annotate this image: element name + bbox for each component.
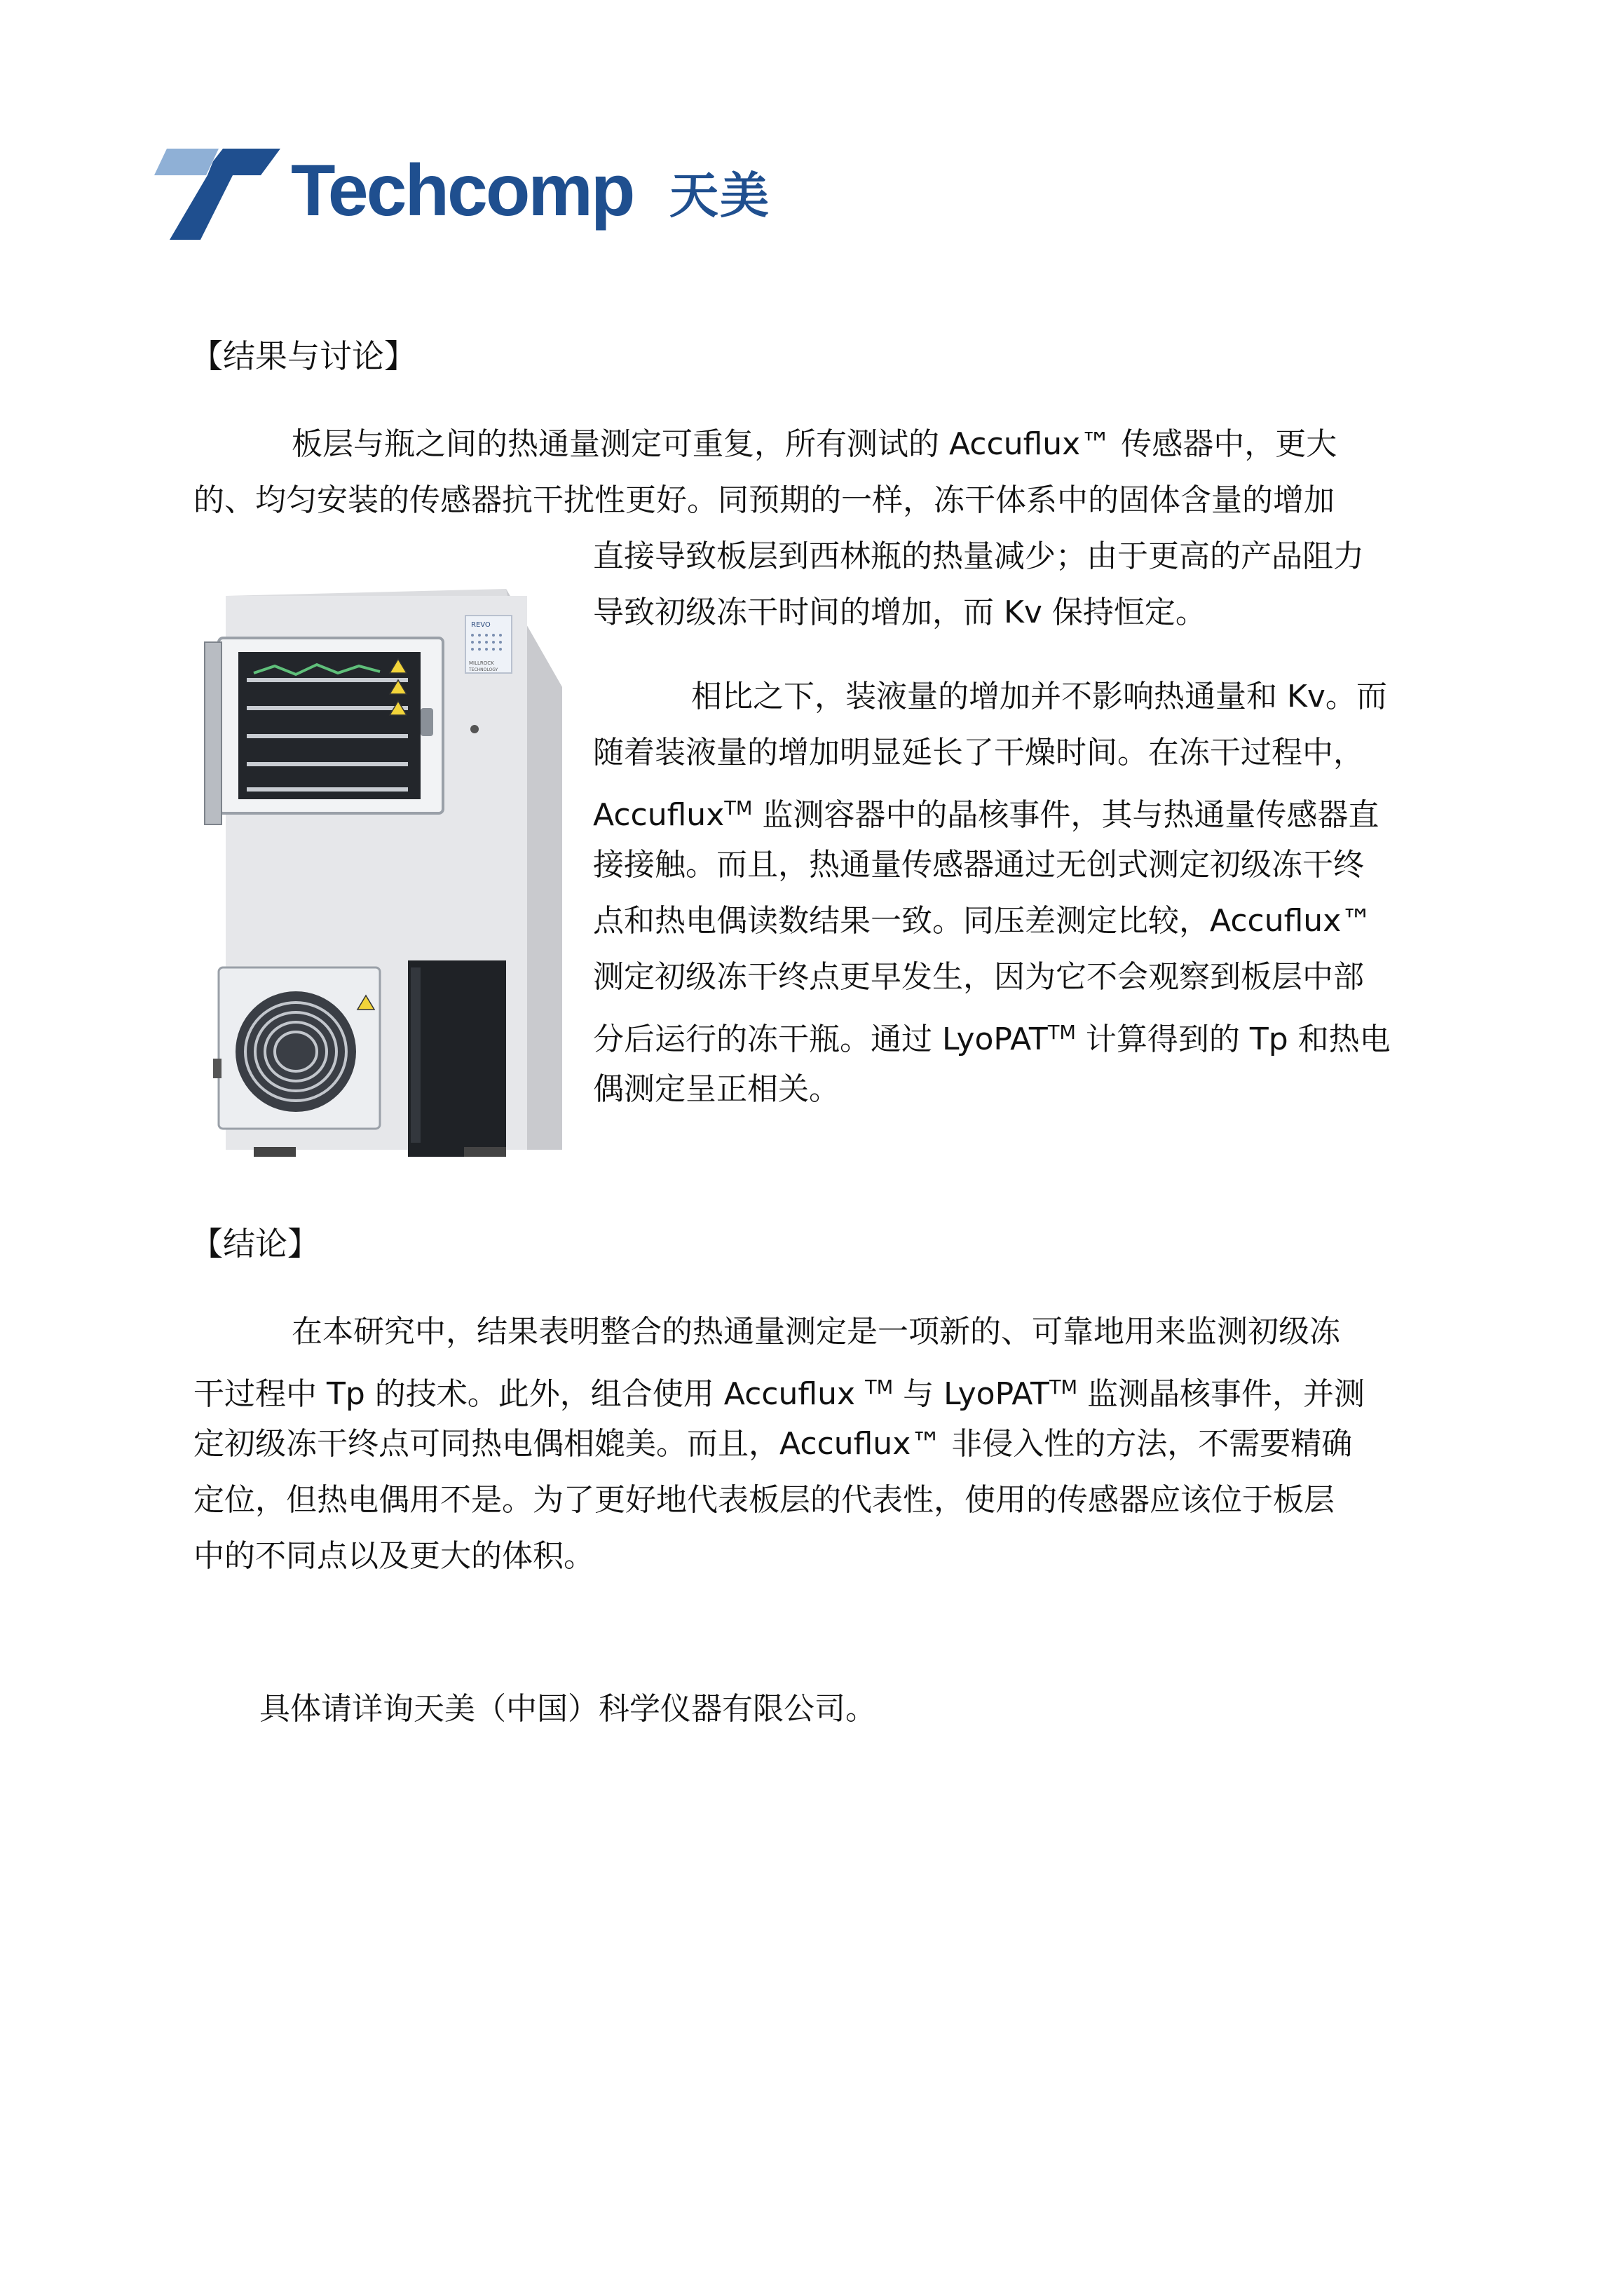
panel-label-line-1: REVO xyxy=(471,621,491,629)
para2-line-8: 偶测定呈正相关。 xyxy=(593,1071,840,1107)
section-heading-conclusion: 【结论】 xyxy=(191,1225,320,1263)
conclusion-line-3: 定初级冻干终点可同热电偶相媲美。而且，Accuflux™ 非侵入性的方法，不需要精确 xyxy=(193,1426,1353,1462)
para1-line-2: 的、均匀安装的传感器抗干扰性更好。同预期的一样，冻干体系中的固体含量的增加 xyxy=(193,482,1335,518)
para2-line-1: 相比之下，装液量的增加并不影响热通量和 Kv。而 xyxy=(691,679,1387,714)
panel-label-line-3: TECHNOLOGY xyxy=(469,667,498,672)
logo-brand-cn-text: 天美 xyxy=(669,167,770,224)
conclusion-line-2: 干过程中 Tp 的技术。此外，组合使用 Accuflux ™ 与 LyoPAT™ 监测晶核事件，并测 xyxy=(193,1376,1365,1412)
panel-label-line-2: MILLROCK xyxy=(469,660,494,666)
conclusion-line-1: 在本研究中，结果表明整合的热通量测定是一项新的、可靠地用来监测初级冻 xyxy=(292,1314,1340,1350)
para1-line-3: 直接导致板层到西林瓶的热量减少；由于更高的产品阻力 xyxy=(593,538,1364,574)
techcomp-logo xyxy=(154,149,771,243)
logo-brand-text: Techcomp xyxy=(291,150,634,231)
techcomp-logo-mark-icon xyxy=(154,149,280,240)
para2-line-5: 点和热电偶读数结果一致。同压差测定比较，Accuflux™ xyxy=(593,903,1372,939)
contact-note: 具体请详询天美（中国）科学仪器有限公司。 xyxy=(259,1691,876,1727)
para2-line-3: Accuflux™ 监测容器中的晶核事件，其与热通量传感器直 xyxy=(593,797,1379,833)
para1-line-1: 板层与瓶之间的热通量测定可重复，所有测试的 Accuflux™ 传感器中，更大 xyxy=(292,426,1337,462)
conclusion-line-5: 中的不同点以及更大的体积。 xyxy=(193,1538,594,1574)
freeze-dryer-image xyxy=(198,575,576,1164)
para2-line-7: 分后运行的冻干瓶。通过 LyoPAT™ 计算得到的 Tp 和热电 xyxy=(593,1021,1391,1057)
para2-line-6: 测定初级冻干终点更早发生，因为它不会观察到板层中部 xyxy=(593,959,1364,995)
para2-line-4: 接接触。而且，热通量传感器通过无创式测定初级冻干终 xyxy=(593,847,1364,883)
para1-line-4: 导致初级冻干时间的增加，而 Kv 保持恒定。 xyxy=(593,595,1206,630)
section-heading-results: 【结果与讨论】 xyxy=(191,337,416,375)
para2-line-2: 随着装液量的增加明显延长了干燥时间。在冻干过程中， xyxy=(593,735,1364,770)
conclusion-line-4: 定位，但热电偶用不是。为了更好地代表板层的代表性，使用的传感器应该位于板层 xyxy=(193,1482,1335,1518)
